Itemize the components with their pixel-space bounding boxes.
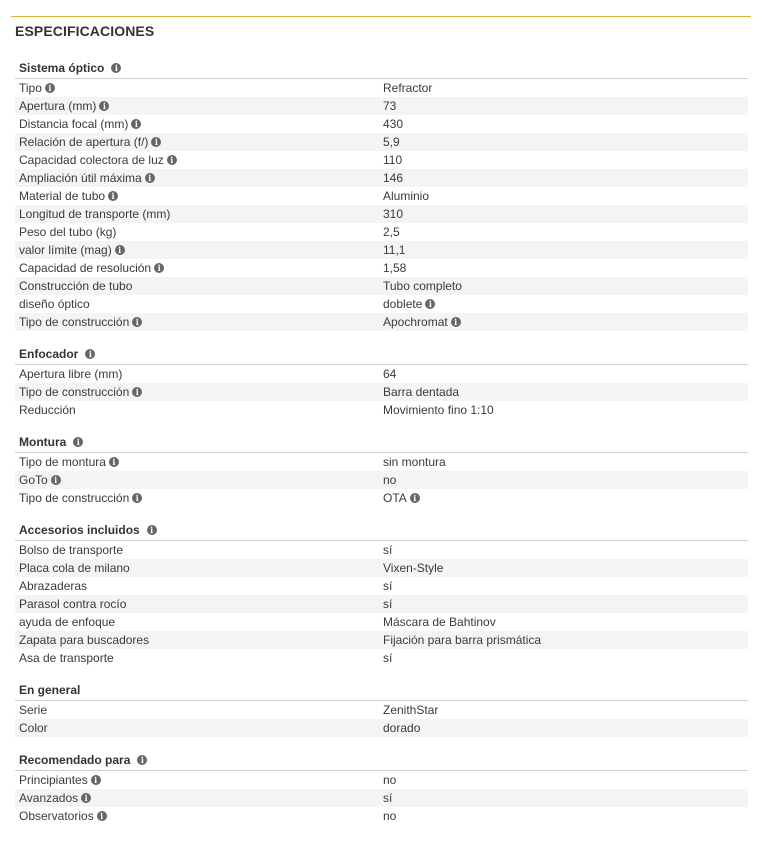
spec-value: 2,5 [383,225,400,239]
spec-value: sí [383,543,393,557]
spec-label: Avanzados [19,791,79,805]
spec-row [15,719,748,737]
spec-value-cell [383,473,748,487]
spec-row [15,313,748,331]
spec-label: Peso del tubo (kg) [19,225,117,239]
spec-row [15,489,748,507]
info-icon[interactable]: i [410,493,420,503]
spec-label-cell [15,773,383,787]
spec-row [15,631,748,649]
spec-value-cell [383,225,748,239]
spec-row [15,383,748,401]
spec-label: Tipo de construcción [19,315,130,329]
spec-label-cell [15,315,383,329]
spec-section-recomendado-para [15,750,748,825]
spec-value-cell [383,189,748,203]
spec-label-cell [15,153,383,167]
spec-label-cell [15,651,383,665]
info-icon[interactable]: i [115,245,125,255]
spec-value-cell [383,455,748,469]
info-icon[interactable]: i [425,299,435,309]
spec-label-cell [15,455,383,469]
section-title: Recomendado para [19,753,131,767]
info-icon[interactable]: i [111,63,121,73]
spec-value: Movimiento fino 1:10 [383,403,494,417]
spec-value: Aluminio [383,189,430,203]
spec-label: Capacidad de resolución [19,261,152,275]
section-heading [15,344,748,365]
spec-value: dorado [383,721,421,735]
spec-label-cell [15,117,383,131]
spec-value: sí [383,651,393,665]
spec-label: ayuda de enfoque [19,615,116,629]
spec-rows [15,365,748,419]
spec-row [15,115,748,133]
spec-value: Fijación para barra prismática [383,633,542,647]
spec-label: Longitud de transporte (mm) [19,207,171,221]
top-accent-rule [11,16,751,17]
spec-label-cell [15,633,383,647]
spec-value-cell [383,153,748,167]
spec-row [15,541,748,559]
spec-label: Abrazaderas [19,579,88,593]
info-icon[interactable]: i [99,101,109,111]
spec-label: Capacidad colectora de luz [19,153,164,167]
info-icon[interactable]: i [137,755,147,765]
spec-row [15,807,748,825]
spec-label: Apertura libre (mm) [19,367,123,381]
spec-value: OTA [383,491,407,505]
spec-row [15,771,748,789]
spec-row [15,595,748,613]
spec-label-cell [15,297,383,311]
section-title: En general [19,683,81,697]
spec-rows [15,541,748,667]
info-icon[interactable]: i [154,263,164,273]
spec-row [15,241,748,259]
spec-value-cell [383,315,748,329]
spec-value: no [383,473,397,487]
spec-value: sí [383,791,393,805]
spec-value-cell [383,135,748,149]
spec-label-cell [15,243,383,257]
spec-value-cell [383,703,748,717]
spec-label: Distancia focal (mm) [19,117,129,131]
section-title: Sistema óptico [19,61,105,75]
info-icon[interactable]: i [131,119,141,129]
spec-row [15,453,748,471]
spec-label: Tipo [19,81,42,95]
spec-value-cell [383,773,748,787]
info-icon[interactable]: i [108,191,118,201]
spec-value-cell [383,279,748,293]
spec-label: Tipo de construcción [19,491,130,505]
spec-label: Asa de transporte [19,651,114,665]
spec-label: Observatorios [19,809,94,823]
spec-label-cell [15,225,383,239]
spec-value: 110 [383,153,403,167]
section-heading [15,58,748,79]
info-icon[interactable]: i [451,317,461,327]
spec-label-cell [15,99,383,113]
spec-value: 11,1 [383,243,406,257]
spec-label-cell [15,473,383,487]
info-icon[interactable]: i [145,173,155,183]
spec-section-enfocador [15,344,748,419]
spec-label-cell [15,791,383,805]
info-icon[interactable]: i [132,317,142,327]
section-heading [15,520,748,541]
spec-label-cell [15,367,383,381]
spec-rows [15,771,748,825]
info-icon[interactable]: i [147,525,157,535]
info-icon[interactable]: i [167,155,177,165]
spec-value-cell [383,543,748,557]
spec-value-cell [383,81,748,95]
spec-label-cell [15,615,383,629]
info-icon[interactable]: i [109,457,119,467]
spec-label: diseño óptico [19,297,90,311]
info-icon[interactable]: i [73,437,83,447]
section-title: Accesorios incluidos [19,523,140,537]
info-icon[interactable]: i [97,811,107,821]
info-icon[interactable]: i [132,493,142,503]
spec-label-cell [15,189,383,203]
info-icon[interactable]: i [81,793,91,803]
spec-row [15,133,748,151]
spec-row [15,577,748,595]
spec-label: Reducción [19,403,76,417]
spec-label: Color [19,721,48,735]
spec-value: no [383,773,397,787]
spec-row [15,151,748,169]
spec-row [15,649,748,667]
info-icon[interactable]: i [91,775,101,785]
spec-label-cell [15,721,383,735]
spec-label-cell [15,207,383,221]
spec-value-cell [383,809,748,823]
spec-label: Zapata para buscadores [19,633,150,647]
section-heading [15,750,748,771]
spec-value-cell [383,579,748,593]
info-icon[interactable]: i [45,83,55,93]
spec-label-cell [15,597,383,611]
spec-row [15,789,748,807]
spec-value-cell [383,633,748,647]
spec-label: Placa cola de milano [19,561,130,575]
spec-label: Material de tubo [19,189,106,203]
spec-value-cell [383,171,748,185]
spec-label: Bolso de transporte [19,543,124,557]
spec-value-cell [383,403,748,417]
spec-value: Apochromat [383,315,448,329]
spec-row [15,97,748,115]
spec-value-cell [383,297,748,311]
spec-value: sin montura [383,455,446,469]
spec-value-cell [383,367,748,381]
spec-value: Barra dentada [383,385,460,399]
spec-label: Parasol contra rocío [19,597,127,611]
spec-value: 310 [383,207,404,221]
spec-value: doblete [383,297,423,311]
spec-label-cell [15,543,383,557]
spec-label: Relación de apertura (f/) [19,135,149,149]
spec-row [15,613,748,631]
section-title: Enfocador [19,347,79,361]
spec-value: Refractor [383,81,433,95]
spec-row [15,205,748,223]
spec-value: ZenithStar [383,703,439,717]
spec-value: 73 [383,99,397,113]
spec-row [15,559,748,577]
spec-value: Tubo completo [383,279,462,293]
page-title: ESPECIFICACIONES [15,23,155,39]
spec-row [15,295,748,313]
spec-value: sí [383,579,393,593]
spec-label-cell [15,279,383,293]
spec-value: no [383,809,397,823]
spec-value: Máscara de Bahtinov [383,615,496,629]
info-icon[interactable]: i [85,349,95,359]
spec-value: sí [383,597,393,611]
info-icon[interactable]: i [132,387,142,397]
spec-row [15,401,748,419]
spec-row [15,701,748,719]
spec-value-cell [383,385,748,399]
spec-section-sistema-optico [15,58,748,331]
section-heading [15,680,748,701]
spec-row [15,365,748,383]
spec-value-cell [383,721,748,735]
spec-label-cell [15,579,383,593]
spec-rows [15,453,748,507]
spec-label-cell [15,809,383,823]
spec-rows [15,79,748,331]
spec-value-cell [383,243,748,257]
spec-value-cell [383,651,748,665]
spec-value-cell [383,491,748,505]
spec-label-cell [15,171,383,185]
spec-label: Principiantes [19,773,88,787]
spec-row [15,79,748,97]
spec-value-cell [383,615,748,629]
spec-value-cell [383,561,748,575]
spec-value: 64 [383,367,397,381]
spec-row [15,169,748,187]
spec-value: 146 [383,171,404,185]
specifications-container [15,58,748,838]
spec-label-cell [15,135,383,149]
spec-label-cell [15,261,383,275]
spec-value: 1,58 [383,261,407,275]
spec-row [15,277,748,295]
info-icon[interactable]: i [151,137,161,147]
spec-value-cell [383,117,748,131]
section-heading [15,432,748,453]
spec-row [15,223,748,241]
spec-label-cell [15,385,383,399]
spec-label-cell [15,491,383,505]
spec-label-cell [15,81,383,95]
spec-label: Ampliación útil máxima [19,171,142,185]
spec-value: 430 [383,117,404,131]
spec-value-cell [383,261,748,275]
spec-value-cell [383,207,748,221]
spec-label: valor límite (mag) [19,243,112,257]
spec-section-montura [15,432,748,507]
section-title: Montura [19,435,67,449]
spec-value-cell [383,99,748,113]
spec-label: Tipo de montura [19,455,106,469]
spec-section-en-general [15,680,748,737]
spec-value: Vixen-Style [383,561,444,575]
spec-rows [15,701,748,737]
spec-row [15,259,748,277]
spec-label: Tipo de construcción [19,385,130,399]
spec-section-accesorios-incluidos [15,520,748,667]
spec-label-cell [15,561,383,575]
info-icon[interactable]: i [51,475,61,485]
spec-label: GoTo [19,473,48,487]
spec-label-cell [15,403,383,417]
spec-value-cell [383,791,748,805]
spec-label-cell [15,703,383,717]
spec-label: Serie [19,703,48,717]
spec-value-cell [383,597,748,611]
spec-row [15,187,748,205]
spec-value: 5,9 [383,135,400,149]
spec-label: Apertura (mm) [19,99,97,113]
spec-row [15,471,748,489]
spec-label: Construcción de tubo [19,279,133,293]
